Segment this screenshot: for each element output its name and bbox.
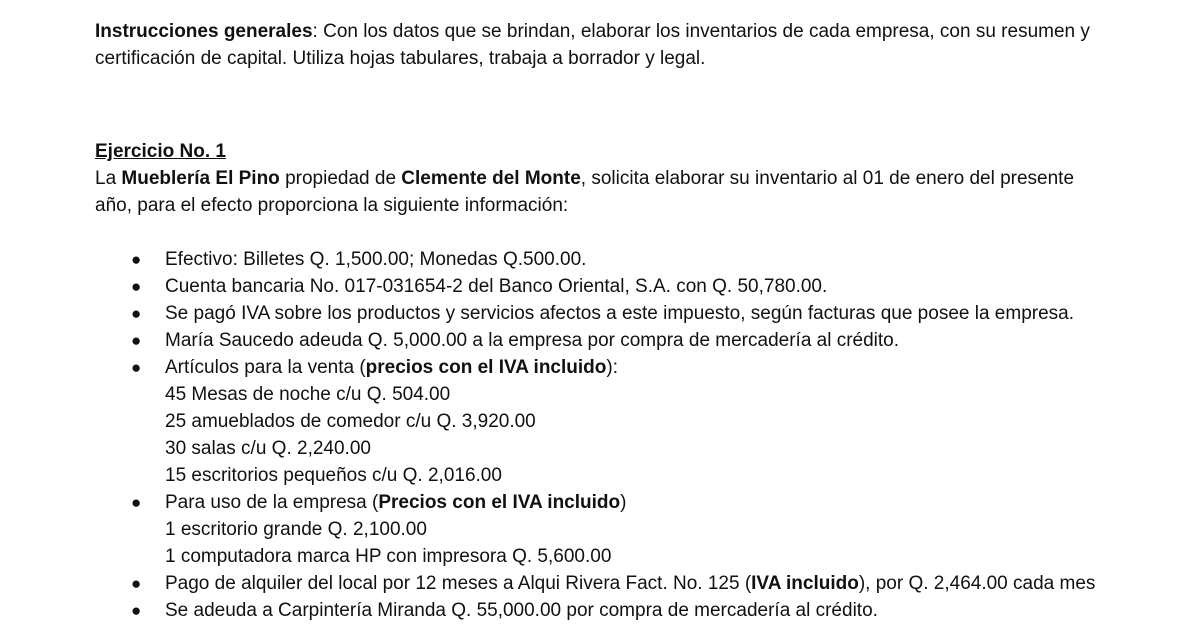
item-text [165,357,618,378]
list-item-sale-articles [95,354,1107,489]
company-name: Mueblería El Pino [121,168,280,189]
item-text: Cuenta bancaria No. 017-031654-2 del Banco Oriental, S.A. con Q. 50,780.00. [165,276,828,297]
bullet-icon: ● [131,493,142,512]
sub-line: 15 escritorios pequeños c/u Q. 2,016.00 [165,465,502,486]
sale-pre: Artículos para la venta ( [165,357,366,378]
owner-name: Clemente del Monte [401,168,581,189]
item-text [165,492,626,513]
list-item-vat [95,300,1107,327]
item-text: Se adeuda a Carpintería Miranda Q. 55,000.00 por compra de mercadería al crédito. [165,600,878,621]
list-item-rent [95,570,1107,597]
intro-part-3: , solicita elaborar su inventario al 01 de enero del presente año, para el efecto proporciona la siguiente información: [95,168,1075,216]
instructions-label: Instrucciones generales [95,21,313,42]
bullet-icon: ● [131,277,142,296]
use-pre: Para uso de la empresa ( [165,492,379,513]
intro-part-1: La [95,168,122,189]
use-bold: Precios con el IVA incluido [378,492,621,513]
bullet-icon: ● [131,304,142,323]
item-text: María Saucedo adeuda Q. 5,000.00 a la empresa por compra de mercadería al crédito. [165,330,900,351]
sub-line: 1 computadora marca HP con impresora Q. 5,600.00 [165,546,612,567]
bullet-icon: ● [131,250,142,269]
intro-part-2: propiedad de [279,168,402,189]
sub-line: 30 salas c/u Q. 2,240.00 [165,438,371,459]
list-item-receivable [95,327,1107,354]
sale-bold: precios con el IVA incluido [365,357,607,378]
item-text [165,573,1095,594]
bullet-icon: ● [131,574,142,593]
exercise-title: Ejercicio No. 1 [95,141,226,162]
sub-line: 25 amueblados de comedor c/u Q. 3,920.00 [165,411,536,432]
bullet-icon: ● [131,601,142,620]
sub-line: 45 Mesas de noche c/u Q. 504.00 [165,384,451,405]
list-item-cash [95,246,1107,273]
use-post: ) [620,492,627,513]
spacer [95,72,1107,138]
rent-post: ), por Q. 2,464.00 cada mes [858,573,1096,594]
list-item-payable [95,597,1107,624]
sub-line: 1 escritorio grande Q. 2,100.00 [165,519,427,540]
general-instructions [95,18,1107,72]
item-text: Efectivo: Billetes Q. 1,500.00; Monedas Q.500.00. [165,249,587,270]
information-list [95,246,1107,624]
sale-post: ): [606,357,618,378]
bullet-icon: ● [131,358,142,377]
list-item-bank [95,273,1107,300]
bullet-icon: ● [131,331,142,350]
rent-bold: IVA incluido [751,573,859,594]
item-text: Se pagó IVA sobre los productos y servicios afectos a este impuesto, según facturas que posee la empresa. [165,303,1074,324]
list-item-company-use [95,489,1107,570]
instructions-text: : Con los datos que se brindan, elaborar los inventarios de cada empresa, con su resumen y certificación de capital. Utiliza hojas tabulares, trabaja a borrador y legal. [95,21,1090,69]
document-page [95,18,1107,624]
exercise-intro [95,165,1107,219]
rent-pre: Pago de alquiler del local por 12 meses a Alqui Rivera Fact. No. 125 ( [165,573,752,594]
